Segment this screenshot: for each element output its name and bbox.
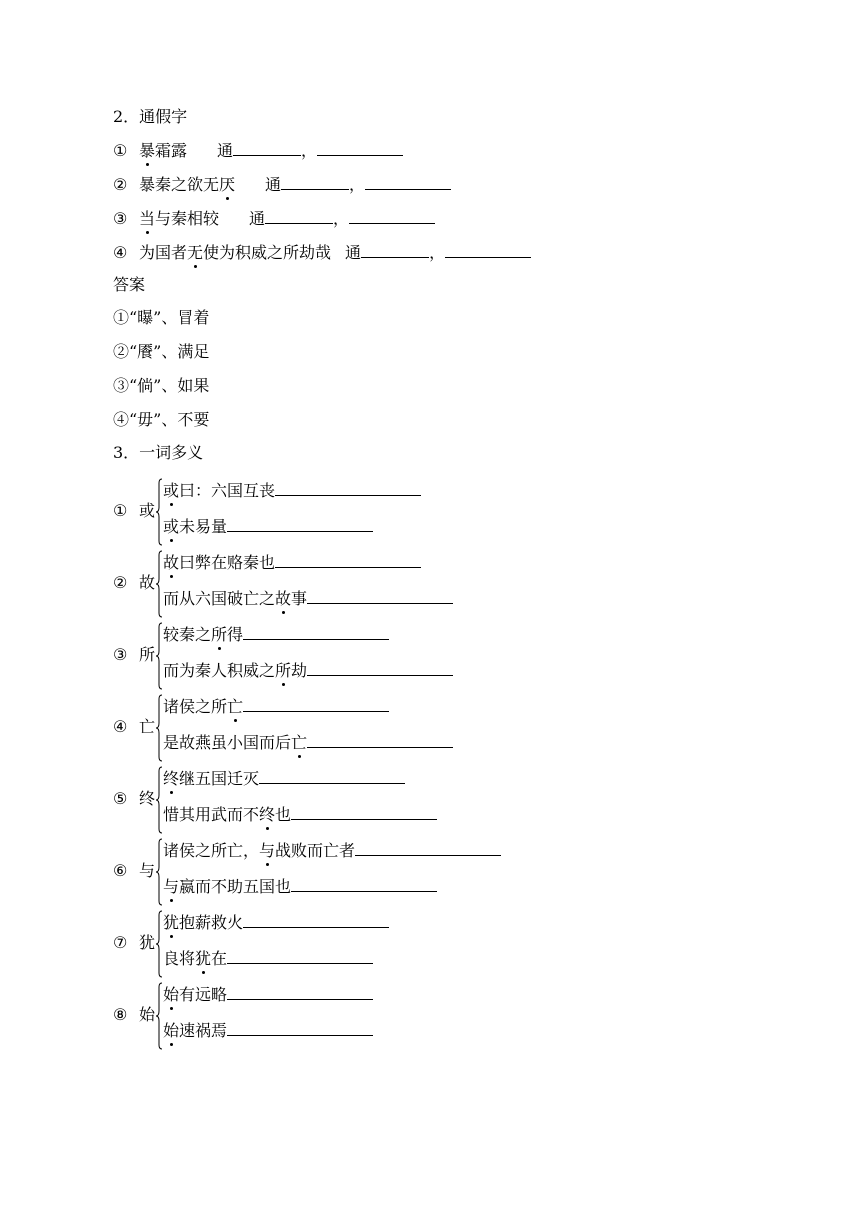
sentence-text: 良将 xyxy=(163,949,196,968)
answer-blank[interactable] xyxy=(275,552,421,568)
emphasis-char: 所 xyxy=(275,661,292,680)
sentence-text: 诸侯之所亡， xyxy=(163,841,260,860)
sentence-text: 嬴而不助五国也 xyxy=(179,877,292,896)
emphasis-char: 亡 xyxy=(291,733,308,752)
sentence-text: 也 xyxy=(275,805,292,824)
example-sentence-2 xyxy=(163,948,373,969)
sentence-text: 暴秦之欲无 xyxy=(139,175,220,194)
answer-blank[interactable] xyxy=(275,480,421,496)
item-number: ⑧ xyxy=(113,1005,128,1024)
example-sentence-1 xyxy=(163,984,373,1005)
answer-blank[interactable] xyxy=(243,696,389,712)
answer-blank-meaning[interactable] xyxy=(349,208,435,224)
separator: ， xyxy=(301,141,318,160)
answer-blank[interactable] xyxy=(227,516,373,532)
emphasis-char: 厌 xyxy=(219,175,236,194)
tongjiazi-item xyxy=(113,242,531,263)
item-number: ② xyxy=(113,175,128,194)
answer-blank[interactable] xyxy=(259,768,405,784)
sentence-text: 诸侯之所 xyxy=(163,697,228,716)
emphasis-char: 故 xyxy=(163,553,180,572)
emphasis-char: 当 xyxy=(139,209,156,228)
tongjiazi-item xyxy=(113,174,451,195)
answer-label: 答案 xyxy=(113,275,146,294)
emphasis-char: 与 xyxy=(163,877,180,896)
emphasis-char: 或 xyxy=(163,517,180,536)
tong-label: 通 xyxy=(345,243,362,262)
answer-blank[interactable] xyxy=(355,840,501,856)
key-word: 所 xyxy=(139,645,156,664)
answer-blank-meaning[interactable] xyxy=(445,242,531,258)
item-number: ⑤ xyxy=(113,789,128,808)
sentence-text: 得 xyxy=(227,625,244,644)
sentence-text: 是故燕虽小国而后 xyxy=(163,733,292,752)
answer-blank[interactable] xyxy=(227,948,373,964)
emphasis-char: 始 xyxy=(163,985,180,1004)
sentence-text: 曰：六国互丧 xyxy=(179,481,276,500)
example-sentence-1 xyxy=(163,696,389,717)
sentence-text: 惜其用武而不 xyxy=(163,805,260,824)
sentence-text: 事 xyxy=(291,589,308,608)
key-word: 终 xyxy=(139,789,156,808)
key-word: 故 xyxy=(139,573,156,592)
item-number: ② xyxy=(113,573,128,592)
answer-blank-char[interactable] xyxy=(361,242,429,258)
emphasis-char: 暴 xyxy=(139,141,156,160)
tong-label: 通 xyxy=(249,209,266,228)
sentence-text: 速祸焉 xyxy=(179,1021,228,1040)
tongjiazi-item xyxy=(113,140,403,161)
example-sentence-1 xyxy=(163,768,405,789)
example-sentence-2 xyxy=(163,876,437,897)
answer-blank-meaning[interactable] xyxy=(317,140,403,156)
sentence-text: 抱薪救火 xyxy=(179,913,244,932)
item-number: ⑥ xyxy=(113,861,128,880)
sentence-text: 未易量 xyxy=(179,517,228,536)
answer-blank-char[interactable] xyxy=(281,174,349,190)
sentence-text: 在 xyxy=(211,949,228,968)
answer-line: ④“毋”、不要 xyxy=(113,410,210,429)
example-sentence-2 xyxy=(163,516,373,537)
sentence-text: 为国者 xyxy=(139,243,188,262)
sentence-text: 而为秦人积威之 xyxy=(163,661,276,680)
answer-blank[interactable] xyxy=(227,984,373,1000)
answer-blank[interactable] xyxy=(243,624,389,640)
example-sentence-1 xyxy=(163,912,389,933)
answer-blank[interactable] xyxy=(307,660,453,676)
key-word: 犹 xyxy=(139,933,156,952)
example-sentence-2 xyxy=(163,732,453,753)
emphasis-char: 始 xyxy=(163,1021,180,1040)
answer-blank[interactable] xyxy=(227,1020,373,1036)
key-word: 始 xyxy=(139,1005,156,1024)
sentence-text: 而从六国破亡之 xyxy=(163,589,276,608)
answer-line: ③“倘”、如果 xyxy=(113,376,210,395)
sentence-text: 劫 xyxy=(291,661,308,680)
emphasis-char: 犹 xyxy=(163,913,180,932)
tong-label: 通 xyxy=(217,141,234,160)
example-sentence-1 xyxy=(163,624,389,645)
sentence-text: 较秦之 xyxy=(163,625,212,644)
example-sentence-2 xyxy=(163,588,453,609)
tong-label: 通 xyxy=(265,175,282,194)
answer-blank[interactable] xyxy=(307,732,453,748)
tongjiazi-item xyxy=(113,208,435,229)
emphasis-char: 终 xyxy=(259,805,276,824)
example-sentence-2 xyxy=(163,804,437,825)
example-sentence-2 xyxy=(163,1020,373,1041)
sentence-text: 曰弊在赂秦也 xyxy=(179,553,276,572)
key-word: 与 xyxy=(139,861,156,880)
section-2-heading: 2．通假字 xyxy=(113,107,188,126)
separator: ， xyxy=(429,243,446,262)
item-number: ① xyxy=(113,141,128,160)
answer-line: ②“餍”、满足 xyxy=(113,342,210,361)
item-number: ③ xyxy=(113,209,128,228)
item-number: ④ xyxy=(113,717,128,736)
answer-blank[interactable] xyxy=(291,804,437,820)
item-number: ③ xyxy=(113,645,128,664)
emphasis-char: 亡 xyxy=(227,697,244,716)
example-sentence-1 xyxy=(163,480,421,501)
emphasis-char: 故 xyxy=(275,589,292,608)
example-sentence-2 xyxy=(163,660,453,681)
emphasis-char: 所 xyxy=(211,625,228,644)
item-number: ④ xyxy=(113,243,128,262)
key-word: 亡 xyxy=(139,717,156,736)
section-3-heading: 3．一词多义 xyxy=(113,443,204,462)
emphasis-char: 无 xyxy=(187,243,204,262)
emphasis-char: 终 xyxy=(163,769,180,788)
answer-line: ①“曝”、冒着 xyxy=(113,308,210,327)
sentence-text: 使为积威之所劫哉 xyxy=(203,243,332,262)
item-number: ① xyxy=(113,501,128,520)
sentence-text: 有远略 xyxy=(179,985,228,1004)
answer-blank-char[interactable] xyxy=(265,208,333,224)
separator: ， xyxy=(349,175,366,194)
emphasis-char: 犹 xyxy=(195,949,212,968)
key-word: 或 xyxy=(139,501,156,520)
sentence-text: 霜露 xyxy=(155,141,188,160)
separator: ， xyxy=(333,209,350,228)
answer-blank[interactable] xyxy=(291,876,437,892)
answer-blank-meaning[interactable] xyxy=(365,174,451,190)
item-number: ⑦ xyxy=(113,933,128,952)
answer-blank[interactable] xyxy=(307,588,453,604)
emphasis-char: 或 xyxy=(163,481,180,500)
sentence-text: 与秦相较 xyxy=(155,209,220,228)
example-sentence-1 xyxy=(163,840,501,861)
example-sentence-1 xyxy=(163,552,421,573)
sentence-text: 战败而亡者 xyxy=(275,841,356,860)
answer-blank-char[interactable] xyxy=(233,140,301,156)
answer-blank[interactable] xyxy=(243,912,389,928)
emphasis-char: 与 xyxy=(259,841,276,860)
sentence-text: 继五国迁灭 xyxy=(179,769,260,788)
